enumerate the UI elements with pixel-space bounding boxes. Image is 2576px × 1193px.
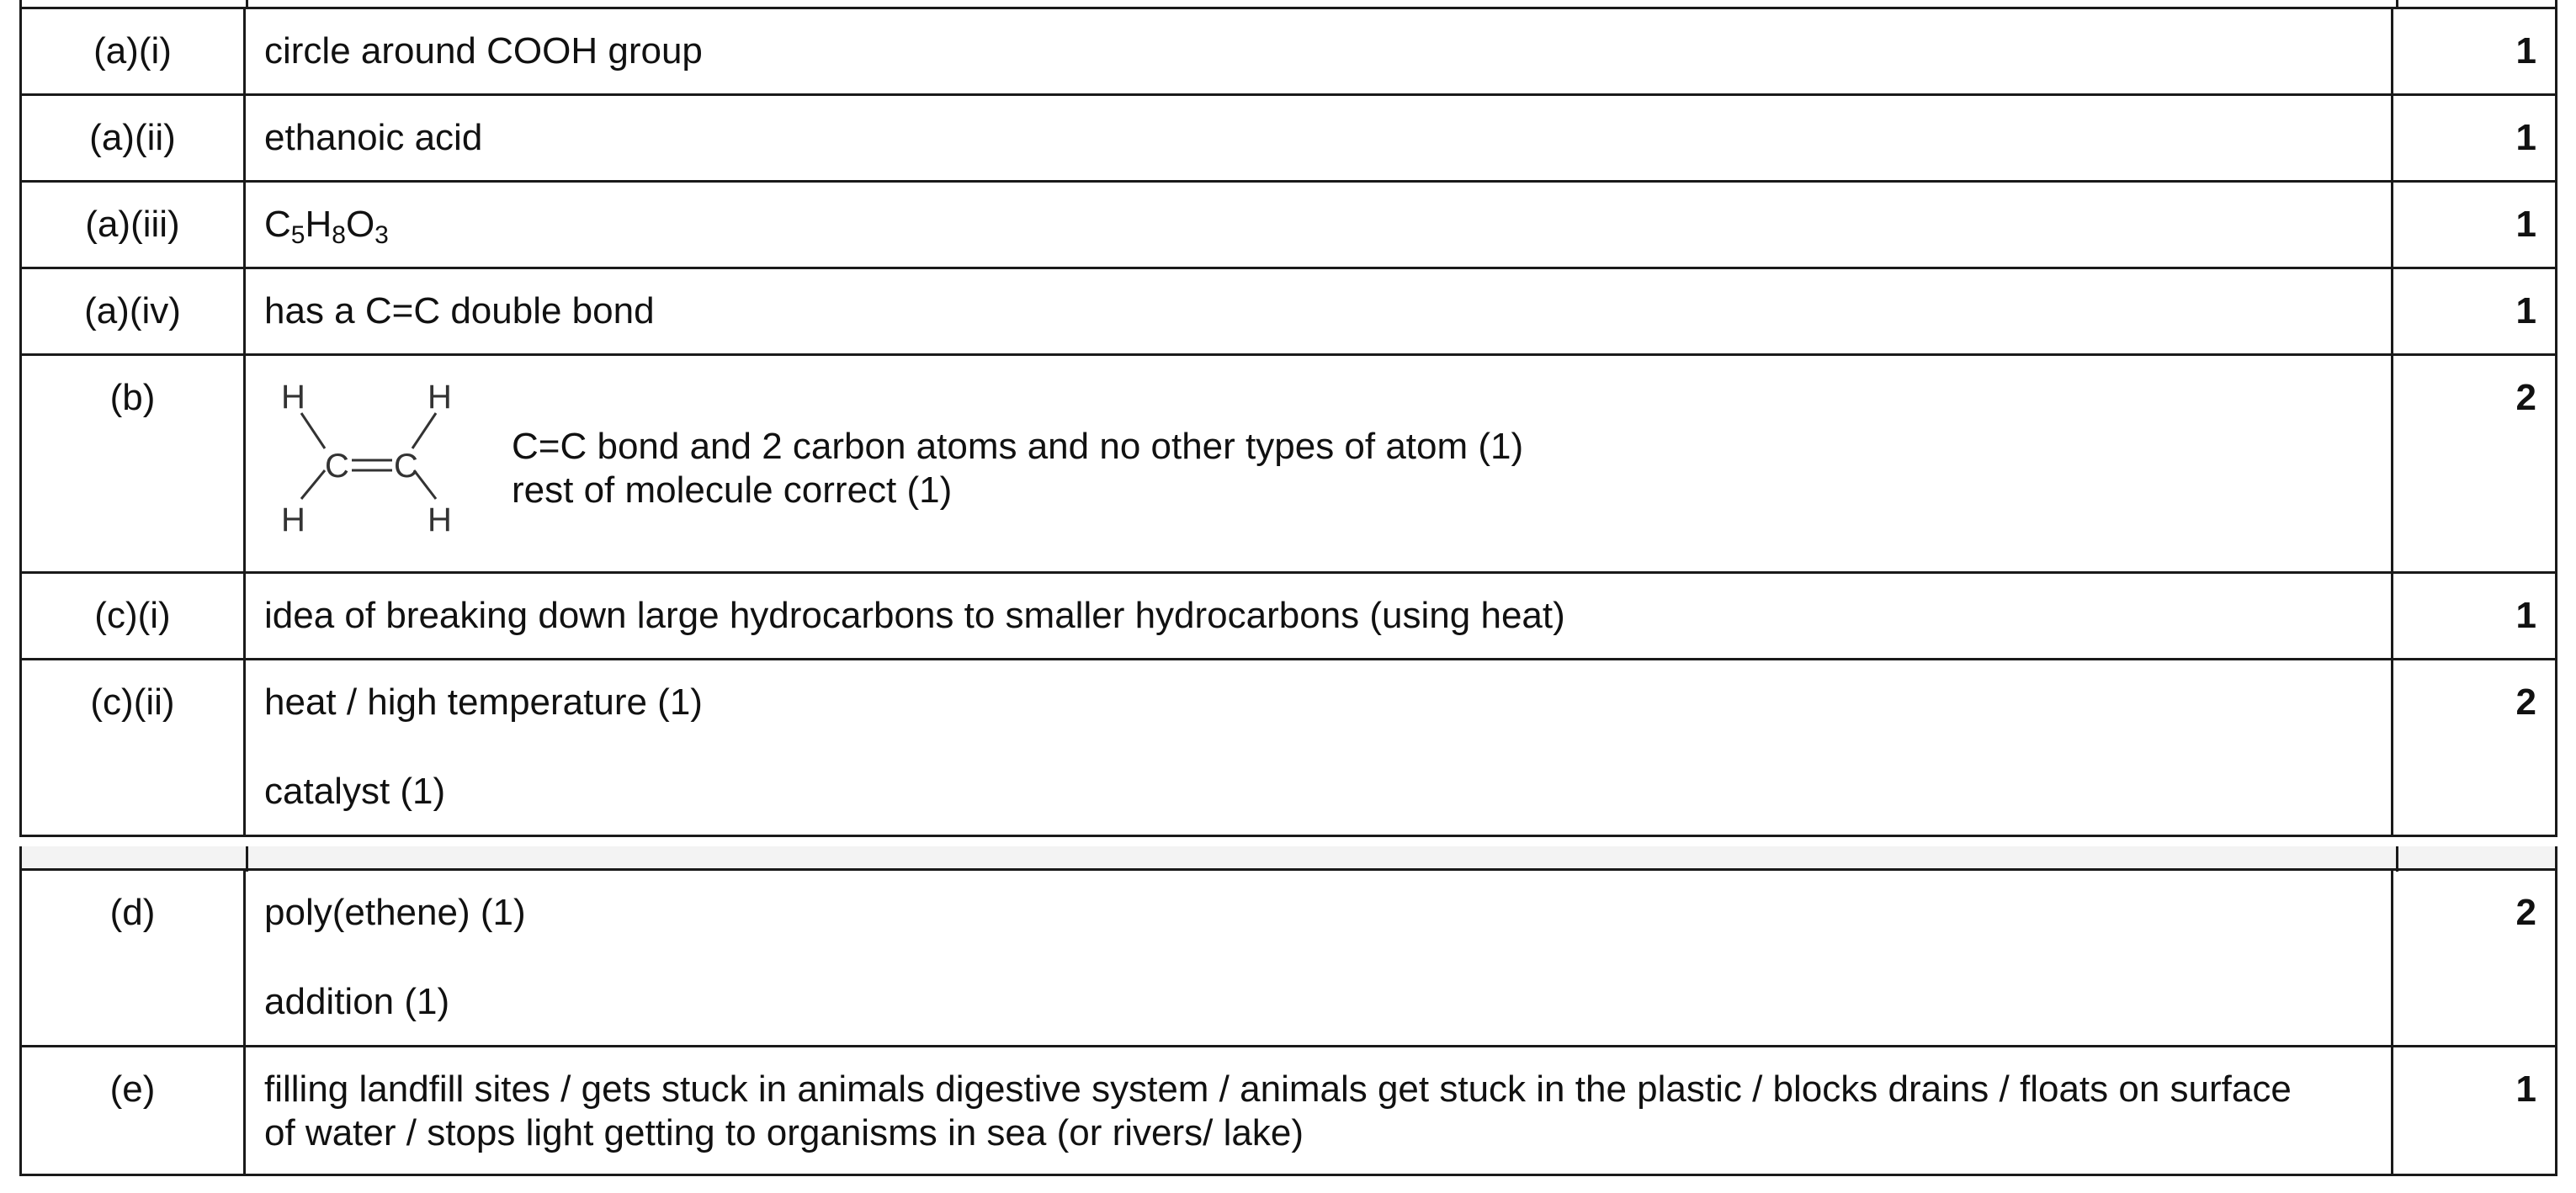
formula-element: O [345,204,375,245]
answer-line: catalyst (1) [264,771,446,812]
hydrogen-atom: H [281,501,305,538]
mark-scheme-table-part-2 [19,868,2557,1176]
answer-cell [246,660,2393,835]
answer-line: filling landfill sites / gets stuck in animals digestive system / animals get stuck in the plastic / blocks drains / floats on surface [264,1068,2292,1110]
hydrogen-atom: H [428,501,452,538]
formula-subscript: 8 [332,221,346,249]
mark-cell: 1 [2515,595,2536,636]
column-divider [2396,0,2398,7]
mark-cell: 2 [2515,892,2536,933]
carbon-atom: C [325,448,349,485]
question-number: (b) [22,356,246,571]
question-number: (a)(iv) [22,269,246,353]
answer-cell [246,871,2393,1045]
formula-subscript: 5 [290,221,305,249]
mark-cell: 1 [2515,117,2536,158]
mark-cell: 1 [2515,204,2536,245]
table-top-edge [19,0,2557,7]
column-divider [246,0,248,7]
single-bond [412,413,436,448]
table-row-e [22,1047,2555,1176]
question-number: (d) [22,871,246,1045]
molecular-formula [246,183,2393,267]
single-bond [414,470,436,499]
question-number: (c)(i) [22,574,246,658]
formula-subscript: 3 [374,221,389,249]
ethene-structure-diagram [279,366,473,543]
mark-cell: 2 [2515,681,2536,723]
single-bond [301,413,325,448]
hydrogen-atom: H [281,379,305,416]
table-row-a-iv [22,269,2555,356]
question-number: (a)(iii) [22,183,246,267]
single-bond [301,470,325,499]
answer-line: addition (1) [264,981,450,1022]
table-row-d [22,871,2555,1047]
answer-line: of water / stops light getting to organisms in sea (or rivers/ lake) [264,1112,1304,1153]
table-row-a-ii [22,96,2555,183]
table-row-a-iii [22,183,2555,269]
mark-scheme-table-part-1 [19,7,2557,837]
question-number: (e) [22,1047,246,1174]
question-number: (a)(i) [22,9,246,93]
answer-cell [246,1047,2393,1174]
answer-cell: circle around COOH group [246,9,2393,93]
mark-cell: 2 [2515,377,2536,418]
answer-cell [246,356,2393,571]
carbon-atom: C [394,448,418,485]
structure-mark-notes [512,366,1523,512]
answer-line: C=C bond and 2 carbon atoms and no other types of atom (1) [512,426,1524,467]
mark-cell: 1 [2515,290,2536,331]
formula-element: C [264,204,291,245]
answer-line: poly(ethene) (1) [264,892,526,933]
question-number: (c)(ii) [22,660,246,835]
answer-cell: has a C=C double bond [246,269,2393,353]
mark-cell: 1 [2515,1068,2536,1110]
answer-line: rest of molecule correct (1) [512,469,953,511]
hydrogen-atom: H [428,379,452,416]
table-row-a-i [22,9,2555,96]
answer-line: heat / high temperature (1) [264,681,703,723]
table-row-c-i [22,574,2555,660]
question-number: (a)(ii) [22,96,246,180]
mark-cell: 1 [2515,30,2536,72]
answer-cell: idea of breaking down large hydrocarbons to smaller hydrocarbons (using heat) [246,574,2393,658]
table-row-c-ii [22,660,2555,837]
answer-cell: ethanoic acid [246,96,2393,180]
ethene-structure [264,366,483,543]
formula-element: H [305,204,332,245]
table-row-b [22,356,2555,574]
